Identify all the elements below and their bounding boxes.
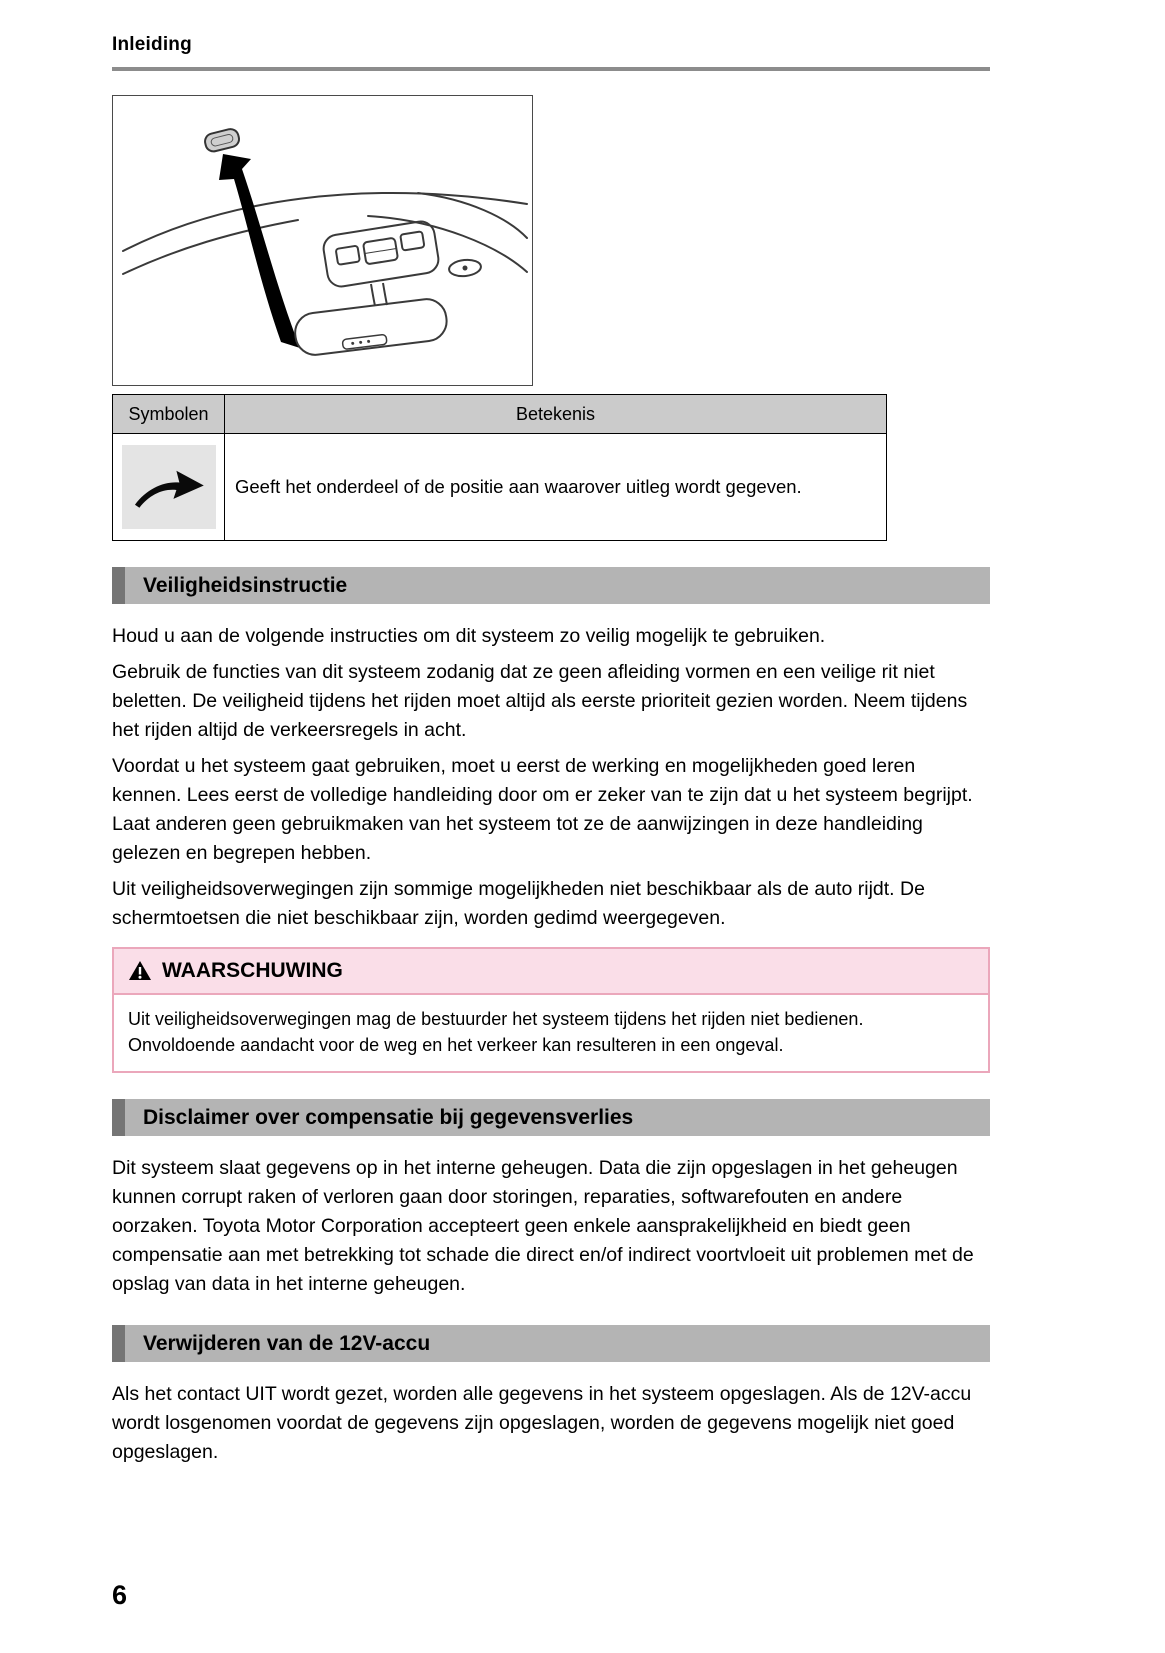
symbol-cell [113, 434, 225, 541]
section-title: Veiligheidsinstructie [143, 573, 348, 597]
highlighted-part [203, 127, 240, 153]
section-header-disclaimer [112, 1099, 990, 1136]
safety-paragraphs [112, 622, 990, 933]
rearview-mirror [293, 297, 449, 357]
warning-triangle-icon [128, 960, 152, 982]
meaning-column-header: Betekenis [225, 395, 887, 434]
battery-paragraphs [112, 1380, 990, 1467]
visor-clip [448, 258, 481, 277]
section-accent-bar [112, 1099, 125, 1136]
paragraph: Gebruik de functies van dit systeem zodanig dat ze geen afleiding vormen en een veilige rit niet beletten. De veiligheid tijdens het rijden moet altijd als eerste prioriteit gezien worden. Neem tijdens het rijden altijd de verkeersregels in acht. [112, 661, 968, 741]
paragraph: Uit veiligheidsoverwegingen zijn sommige mogelijkheden niet beschikbaar als de auto rijdt. De schermtoetsen die niet beschikbaar zijn, worden gedimd weergegeven. [112, 878, 925, 929]
pointer-arrow-icon [219, 154, 300, 348]
overhead-console-figure [112, 95, 533, 386]
section-accent-bar [112, 567, 125, 604]
warning-header [114, 949, 988, 995]
overhead-console [322, 220, 441, 289]
pointer-arrow-icon [122, 445, 216, 529]
symbol-column-header: Symbolen [113, 395, 225, 434]
warning-box [112, 947, 990, 1073]
table-row [113, 434, 887, 541]
symbol-table [112, 394, 887, 541]
page-title: Inleiding [112, 34, 192, 55]
header-divider [112, 67, 990, 71]
section-title: Disclaimer over compensatie bij gegevensverlies [143, 1105, 634, 1129]
paragraph: Dit systeem slaat gegevens op in het interne geheugen. Data die zijn opgeslagen in het geheugen kunnen corrupt raken of verloren gaan door storingen, reparaties, softwarefouten en andere oorzaken. Toyota Motor Corporation accepteert geen enkele aansprakelijkheid en biedt geen compensatie aan met betrekking tot schade die direct en/of indirect voortvloeit uit problemen met de opslag van data in het interne geheugen. [112, 1157, 974, 1295]
overhead-console-diagram [113, 96, 532, 385]
paragraph: Uit veiligheidsoverwegingen mag de bestuurder het systeem tijdens het rijden niet bedienen. Onvoldoende aandacht voor de weg en het verkeer kan resulteren in een ongeval. [128, 1009, 864, 1055]
section-accent-bar [112, 1325, 125, 1362]
page-content [112, 0, 990, 1467]
section-header-12v-accu [112, 1325, 990, 1362]
disclaimer-paragraphs [112, 1154, 990, 1299]
symbol-meaning: Geeft het onderdeel of de positie aan waarover uitleg wordt gegeven. [225, 434, 887, 541]
paragraph: Als het contact UIT wordt gezet, worden alle gegevens in het systeem opgeslagen. Als de 12V-accu wordt losgenomen voordat de gegevens zijn opgeslagen, worden de gegevens mogelijk niet goed opgeslagen. [112, 1383, 972, 1463]
section-header-veiligheidsinstructie [112, 567, 990, 604]
warning-title: WAARSCHUWING [162, 959, 343, 982]
paragraph: Voordat u het systeem gaat gebruiken, moet u eerst de werking en mogelijkheden goed leren kennen. Lees eerst de volledige handleiding door om er zeker van te zijn dat u het systeem begrijpt. Laat anderen geen gebruikmaken van het systeem tot ze de aanwijzingen in deze handleiding gelezen en begrepen hebben. [112, 755, 973, 864]
section-title: Verwijderen van de 12V-accu [143, 1331, 431, 1355]
symbol-table-header-row [113, 395, 887, 434]
warning-body [114, 995, 988, 1071]
paragraph: Houd u aan de volgende instructies om dit systeem zo veilig mogelijk te gebruiken. [112, 625, 826, 647]
page-number: 6 [112, 1580, 128, 1610]
